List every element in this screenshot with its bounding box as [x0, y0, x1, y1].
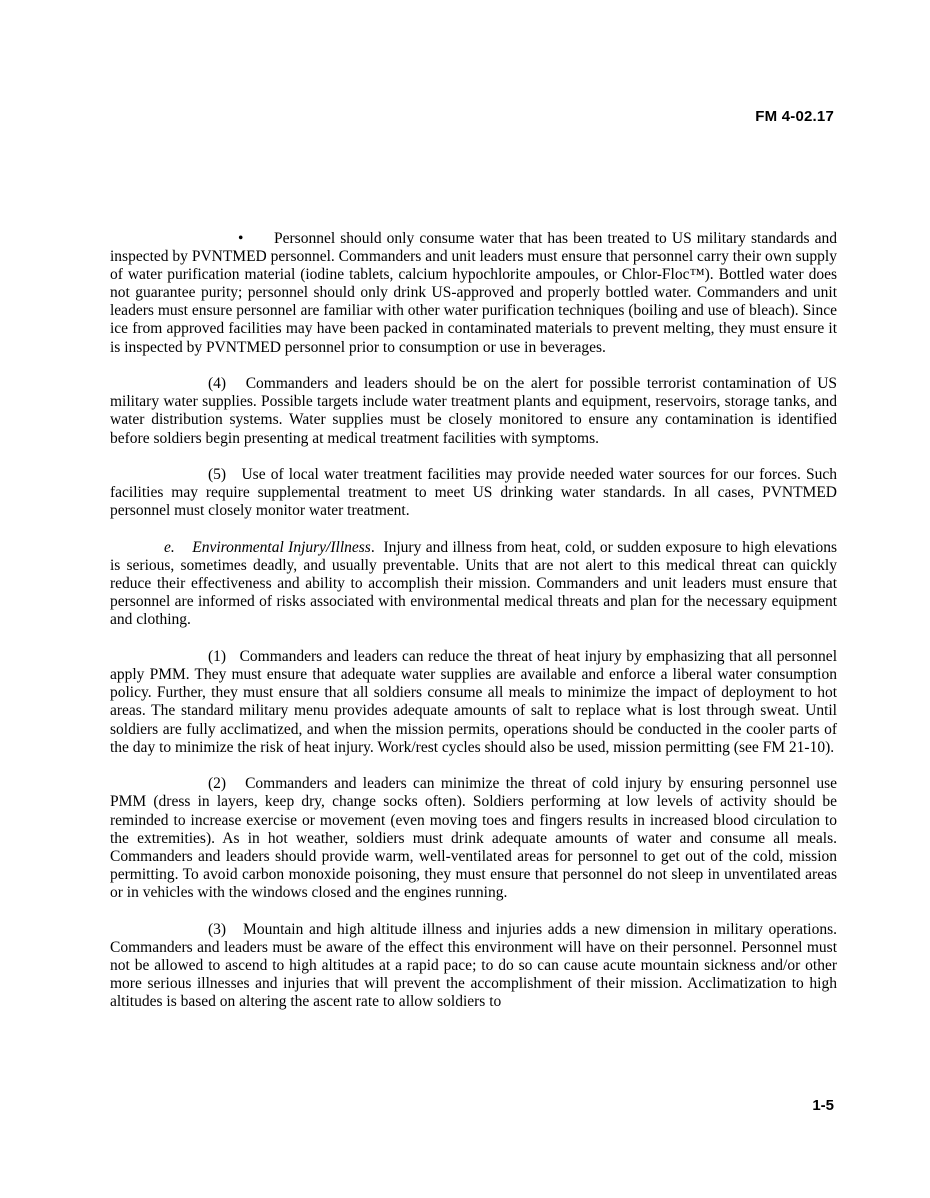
paragraph-5 — [110, 466, 837, 520]
paragraph-e: e. Environmental Injury/Illness. Injury and illness from heat, cold, or sudden exposure to high elevations is serious, sometimes deadly, and usually preventable. Units that are not alert to this medical threat can quickly reduce their effectiveness and ability to accomplish their mission. Commanders and unit leaders must ensure that personnel are informed of risks associated with environmental medical threats and plan for the necessary equipment and clothing. — [110, 539, 838, 629]
paragraph-text: Mountain and high altitude illness and injuries adds a new dimension in military operations. Commanders and leaders must be aware of the effect this environment will have on their personnel. Personnel must not be allowed to ascend to high altitudes at a rapid pace; to do so can cause acute mountain sickness and/or other more serious illnesses and injuries that will prevent the accomplishment of their mission. Acclimatization to high altitudes is based on altering the ascent rate to allow soldiers to — [110, 920, 837, 1010]
paragraph-e-3 — [110, 921, 837, 1011]
paragraph-number: (1) — [208, 648, 227, 666]
paragraph-e-2 — [110, 775, 837, 902]
section-title: Environmental Injury/Illness — [192, 539, 371, 557]
paragraph-number: (2) — [208, 775, 227, 793]
bullet-icon: • — [238, 230, 244, 247]
paragraph-4 — [110, 375, 837, 447]
paragraph-letter: e. — [164, 539, 175, 557]
body-text — [110, 230, 837, 1030]
paragraph-number: (4) — [208, 375, 227, 393]
paragraph-text: Injury and illness from heat, cold, or sudden exposure to high elevations is serious, sometimes deadly, and usually preventable. Units that are not alert to this medical threat can quickly reduce their effectiveness and ability to accomplish their mission. Commanders and unit leaders must ensure that personnel are informed of risks associated with environmental medical threats and plan for the necessary equipment and clothing. — [110, 539, 838, 629]
paragraph-text: Commanders and leaders can reduce the threat of heat injury by emphasizing that all personnel apply PMM. They must ensure that adequate water supplies are available and enforce a liberal water consumption policy. Further, they must ensure that all soldiers consume all meals to minimize the impact of deployment to hot areas. The standard military menu provides adequate amounts of salt to replace what is lost through sweat. Until soldiers are fully acclimatized, and when the mission permits, operations should be conducted in the cooler parts of the day to minimize the risk of heat injury. Work/rest cycles should also be used, mission permitting (see FM 21-10). — [110, 648, 837, 756]
paragraph-e-1 — [110, 648, 837, 757]
paragraph-text: Use of local water treatment facilities may provide needed water sources for our forces. Such facilities may require supplemental treatment to meet US drinking water standards. In all cases, PVNTMED personnel must closely monitor water treatment. — [110, 466, 837, 520]
document-id-header: FM 4-02.17 — [755, 108, 834, 125]
paragraph-number: (3) — [208, 920, 227, 938]
page-number: 1-5 — [812, 1097, 834, 1114]
paragraph-text: Commanders and leaders should be on the alert for possible terrorist contamination of US military water supplies. Possible targets include water treatment plants and equipment, reservoirs, storage tanks, and water distribution systems. Water supplies must be closely monitored to ensure any contamination is identified before soldiers begin presenting at medical treatment facilities with symptoms. — [110, 375, 838, 447]
bullet-paragraph-text: Personnel should only consume water that has been treated to US military standards and inspected by PVNTMED personnel. Commanders and unit leaders must ensure that personnel carry their own supply of water purification material (iodine tablets, calcium hypochlorite ampoules, or Chlor-Floc™). Bottled water does not guarantee purity; personnel should only drink US-approved and properly bottled water. Commanders and unit leaders must ensure personnel are familiar with other water purification techniques (boiling and use of bleach). Since ice from approved facilities may have been packed in contaminated materials to prevent melting, they must ensure it is inspected by PVNTMED personnel prior to consumption or use in beverages. — [110, 230, 837, 356]
bullet-paragraph — [110, 230, 837, 357]
paragraph-number: (5) — [208, 466, 227, 484]
paragraph-text: Commanders and leaders can minimize the threat of cold injury by ensuring personnel use PMM (dress in layers, keep dry, change socks often). Soldiers performing at low levels of activity should be reminded to increase exercise or movement (even moving toes and fingers results in increased blood circulation to the extremities). As in hot weather, soldiers must drink adequate amounts of water and consume all meals. Commanders and leaders should provide warm, well-ventilated areas for personnel to get out of the cold, mission permitting. To avoid carbon monoxide poisoning, they must ensure that personnel do not sleep in unventilated areas or in vehicles with the windows closed and the engines running. — [110, 775, 837, 901]
